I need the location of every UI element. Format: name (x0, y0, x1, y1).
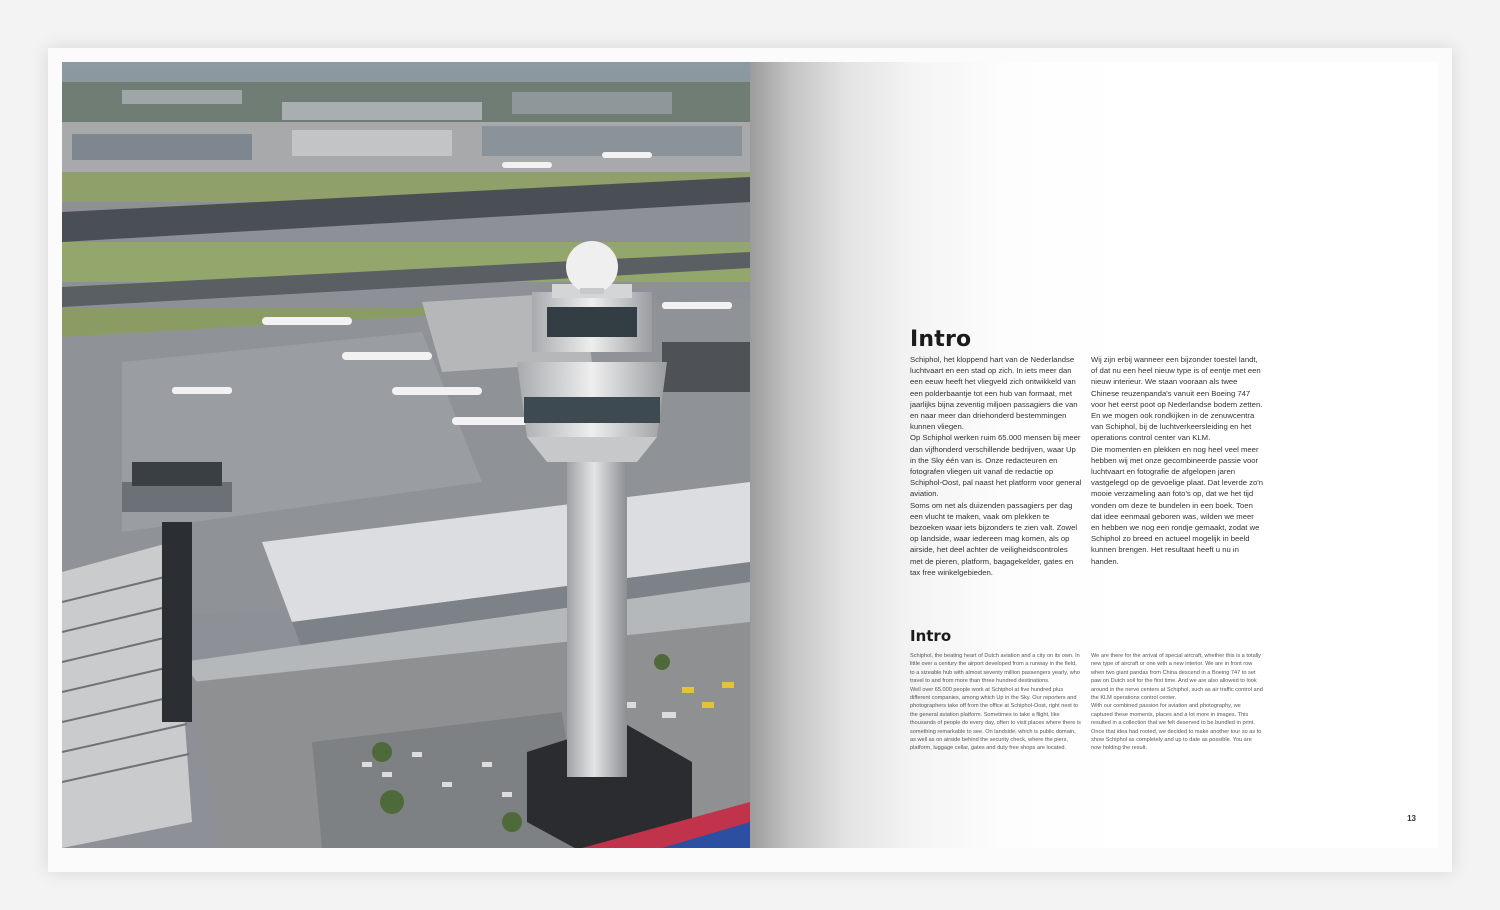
dutch-text-column-2 (1091, 354, 1263, 567)
heading-dutch: Intro (910, 327, 972, 352)
paragraph: Soms om net als duizenden passagiers per dag een vlucht te maken, vaak om plekken te bezoeken waar iets bijzonders te zien valt. Zowel op landside, waar iedereen mag komen, als op airside, het deel achter de veiligheidscontroles met de pieren, platform, bagagekelder, gates en tax free winkelgebieden. (910, 500, 1078, 577)
paragraph: Op Schiphol werken ruim 65.000 mensen bij meer dan vijfhonderd verschillende bedrijven, waar Up in the Sky één van is. Onze redacteuren en fotografen vliegen uit vanaf de redactie op Schiphol-Oost, pal naast het platform voor general aviation. (910, 433, 1082, 499)
paragraph: Well over 65.000 people work at Schiphol at five hundred plus different companies, among which Up in the Sky. Our reporters and photographers take off from the office at Schiphol-Oost, right next to the general aviation platform. Sometimes to take a flight, like thousands of people do every day, often to visit places where there is something remarkable to see. On landside, which is public domain, as well as on airside behind the security check, where the piers, platform, luggage cellar, gates and duty free shops are located. (910, 686, 1081, 752)
book-spread (48, 48, 1452, 872)
paragraph: Schiphol, the beating heart of Dutch aviation and a city on its own. In little over a century the airport developed from a runway in the field, to a sizeable hub with almost seventy million passengers yearly, who travel to and from more than three hundred destinations. (910, 653, 1080, 685)
paragraph: With our combined passion for aviation and photography, we captured these moments, places and a lot more in images. This resulted in a collection that we felt deserved to be bundled in print. (1091, 703, 1255, 727)
paragraph: Schiphol, het kloppend hart van de Nederlandse luchtvaart en een stad op zich. In iets meer dan een eeuw heeft het vliegveld zich ontwikkeld van een polderbaantje tot een hub van formaat, met jaarlijks bijna zeventig miljoen passagiers die van en naar meer dan driehonderd bestemmingen kunnen vliegen. (910, 355, 1078, 432)
paragraph: We are there for the arrival of special aircraft, whether this is a totally new type of aircraft or one with a new interior. We are in front row when two giant pandas from China descend in a Boeing 747 to set paw on Dutch soil for the first time. And we are also allowed to look around in the nerve centers at Schiphol, such as air traffic control and the KLM operations control center. (1091, 653, 1263, 702)
page-number: 13 (1407, 814, 1416, 823)
right-page (750, 62, 1438, 848)
english-text-column-2 (1091, 652, 1263, 753)
dutch-text-column-1 (910, 354, 1082, 578)
paragraph: Die momenten en plekken en nog heel veel meer hebben wij met onze gecombineerde passie voor luchtvaart en fotografie de afgelopen jaren vastgelegd op de gevoelige plaat. Dat leverde zo'n mooie verzameling aan foto's op, dat we het tijd vonden om deze te bundelen in een boek. Toen dat idee eenmaal geboren was, wilden we meer en hebben we nog een rondje gemaakt, zodat we Schiphol zo breed en actueel mogelijk in beeld kunnen brengen. Het resultaat heeft u nu in handen. (1091, 444, 1263, 566)
paragraph: Wij zijn erbij wanneer een bijzonder toestel landt, of dat nu een heel nieuw type is of eentje met een nieuw interieur. We staan vooraan als twee Chinese reuzenpanda's vanuit een Boeing 747 voor het eerst poot op Nederlandse bodem zetten. En we mogen ook rondkijken in de zenuwcentra van Schiphol, bij de luchtverkeersleiding en het operations control center van KLM. (1091, 355, 1263, 443)
english-text-column-1 (910, 652, 1082, 753)
paragraph: Once that idea had rooted, we decided to make another tour so as to show Schiphol as completely and up to date as possible. You are now holding the result. (1091, 728, 1262, 752)
airport-control-tower-photo (62, 62, 750, 848)
heading-english: Intro (910, 627, 952, 645)
